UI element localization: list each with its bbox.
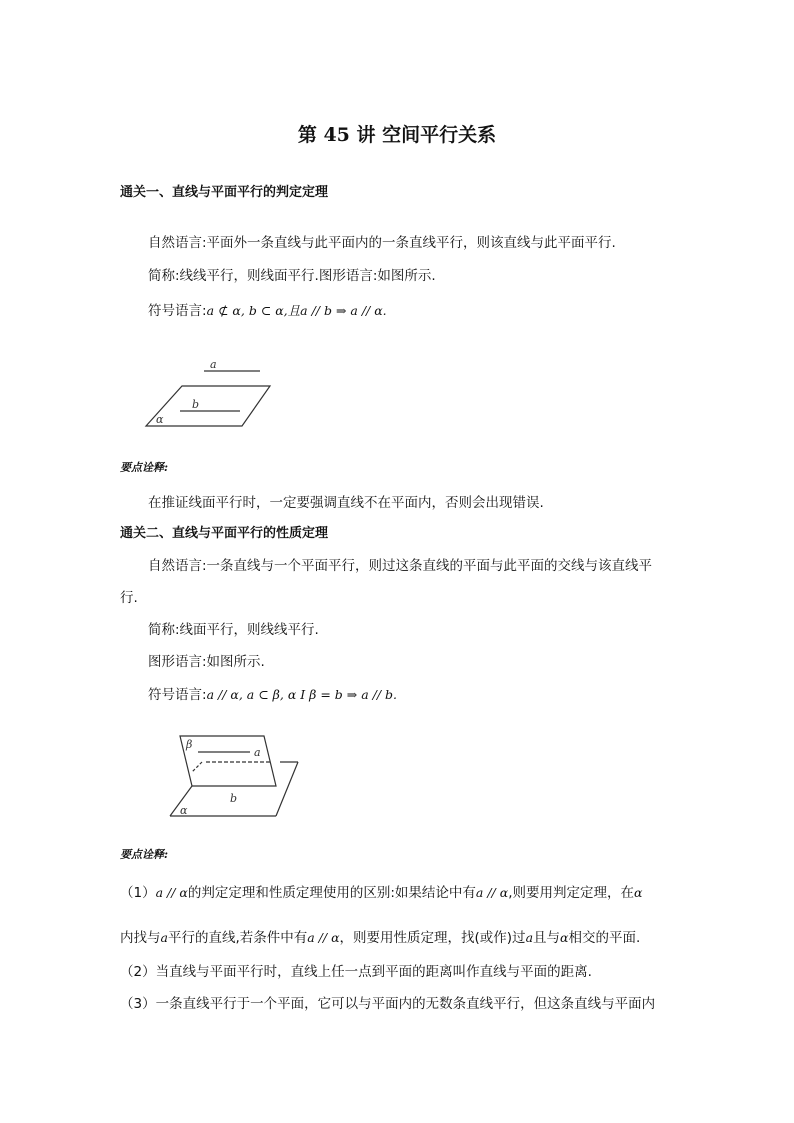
symbol-expression: a // α, a ⊂ β, α I β = b ⇒ a // b.: [206, 687, 398, 702]
note2-item2: （2）当直线与平面平行时，直线上任一点到平面的距离叫作直线与平面的距离.: [120, 964, 592, 980]
page-title: 第 45 讲 空间平行关系: [297, 124, 497, 146]
figure-plane-intersection: [168, 732, 304, 824]
section1-abbreviation: 简称:线线平行，则线面平行.图形语言:如图所示.: [148, 268, 436, 284]
label-alpha: α: [180, 804, 188, 817]
note1-text: 在推证线面平行时，一定要强调直线不在平面内，否则会出现错误.: [148, 495, 544, 511]
note2-item1-line2: 内找与a平行的直线,若条件中有a // α，则要用性质定理，找(或作)过a且与α相交的平面.: [120, 930, 641, 946]
label-alpha: α: [156, 413, 164, 426]
section2-natural-language-1: 自然语言:一条直线与一个平面平行，则过这条直线的平面与此平面的交线与该直线平: [148, 558, 653, 574]
section1-heading: 通关一、直线与平面平行的判定定理: [120, 185, 329, 200]
plane-beta: [180, 736, 276, 786]
plane-alpha: [146, 386, 270, 426]
symbol-label: 符号语言:: [148, 303, 207, 319]
note1-heading: 要点诠释:: [120, 461, 169, 474]
label-a: a: [254, 746, 261, 759]
symbol-label: 符号语言:: [148, 687, 207, 703]
symbol-expression: a ⊄ α, b ⊂ α,且a // b ⇒ a // α.: [206, 303, 387, 318]
label-b: b: [230, 792, 238, 805]
label-a: a: [210, 358, 217, 371]
section2-figure-language: 图形语言:如图所示.: [148, 654, 265, 670]
note2-item1-line1: （1）a // α的判定定理和性质定理使用的区别:如果结论中有a // α,则要用判定定理，在α: [120, 885, 643, 901]
section1-symbol-line: [148, 299, 387, 319]
section2-natural-language-2: 行.: [120, 590, 138, 606]
section2-abbreviation: 简称:线面平行，则线线平行.: [148, 622, 319, 638]
figure-line-plane-parallel: [140, 356, 280, 432]
section2-heading: 通关二、直线与平面平行的性质定理: [120, 526, 329, 541]
note2-heading: 要点诠释:: [120, 848, 169, 861]
section2-symbol-line: [148, 683, 397, 703]
note2-item3: （3）一条直线平行于一个平面，它可以与平面内的无数条直线平行，但这条直线与平面内: [120, 996, 656, 1012]
label-beta: β: [186, 738, 193, 751]
label-b: b: [192, 398, 200, 411]
section1-natural-language: 自然语言:平面外一条直线与此平面内的一条直线平行，则该直线与此平面平行.: [148, 235, 616, 251]
